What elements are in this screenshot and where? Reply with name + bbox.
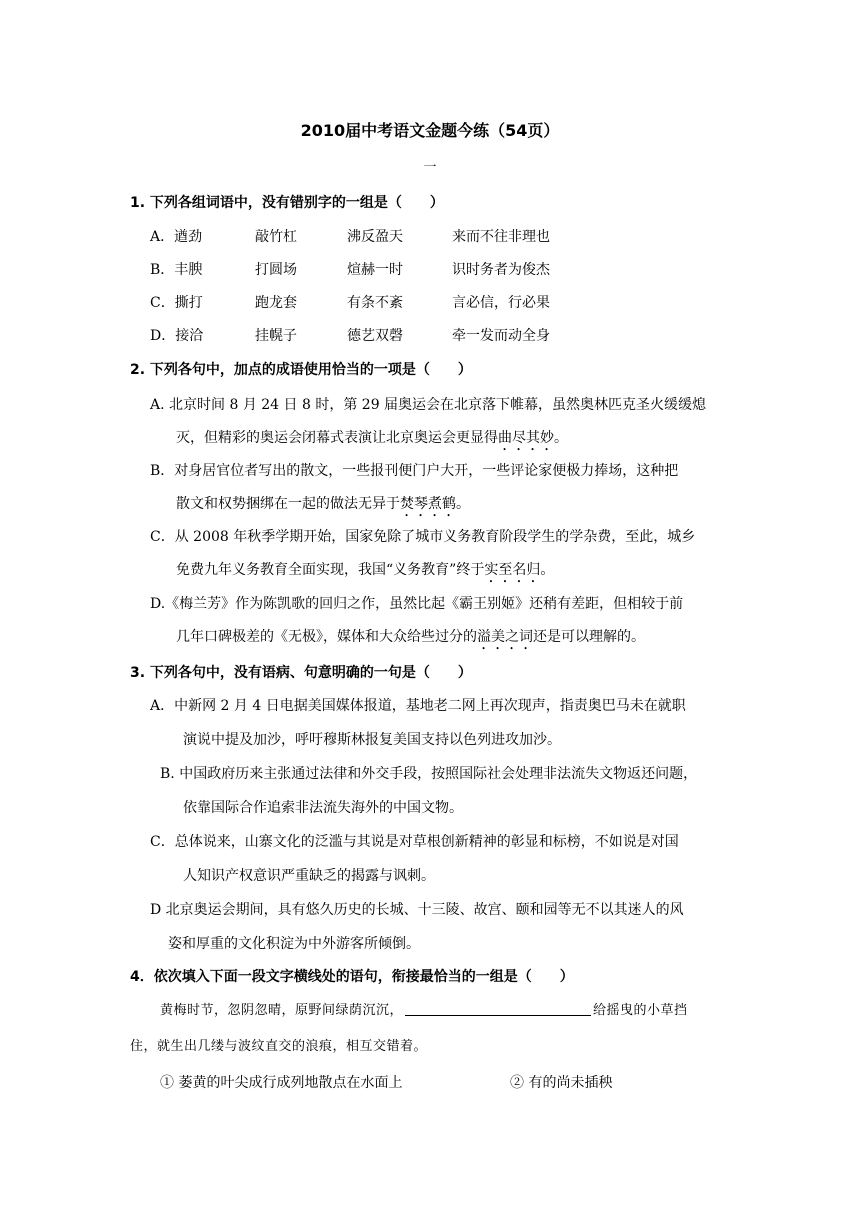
option-word: 敲竹杠 <box>255 229 297 245</box>
fill-in-blank <box>405 1001 591 1016</box>
option-label: D．接洽 <box>150 328 204 344</box>
q4-passage-line2: 住，就生出几缕与波纹直交的浪痕，相互交错着。 <box>130 1039 428 1054</box>
section-number: 一 <box>423 160 437 175</box>
document-title: 2010届中考语文金题今练（54页） <box>300 121 560 140</box>
q3-option-c-line1: C．总体说来，山寨文化的泛滥与其说是对草根创新精神的彰显和标榜，不如说是对国 <box>150 834 679 850</box>
dotted-idiom: 溢美之词 <box>477 629 533 645</box>
q4-choice-1: ① 萎黄的叶尖成行成列地散点在水面上 <box>160 1075 403 1091</box>
option-label: B．丰腴 <box>150 262 203 278</box>
option-word: 煊赫一时 <box>347 262 403 278</box>
question-2-stem: 2. 下列各句中，加点的成语使用恰当的一项是（ ） <box>130 362 472 378</box>
q3-option-a-line1: A．中新网 2 月 4 日电据美国媒体报道，基地老二网上再次现声，指责奥巴马未在就职 <box>150 698 686 714</box>
q2-option-a-line1: A. 北京时间 8 月 24 日 8 时，第 29 届奥运会在北京落下帷幕，虽然奥林匹克圣火缓缓熄 <box>150 397 707 413</box>
option-word: 沸反盈天 <box>347 229 403 245</box>
option-label: A．遒劲 <box>150 229 203 245</box>
q3-option-d-line2: 姿和厚重的文化积淀为中外游客所倾倒。 <box>168 936 420 952</box>
q2-option-d-line1: D.《梅兰芳》作为陈凯歌的回归之作，虽然比起《霸王别姬》还稍有差距，但相较于前 <box>150 596 684 612</box>
question-1-stem: 1. 下列各组词语中，没有错别字的一组是（ ） <box>130 195 444 211</box>
option-word: 挂幌子 <box>255 328 297 344</box>
q2-option-c-line1: C．从 2008 年秋季学期开始，国家免除了城市义务教育阶段学生的学杂费，至此，城乡 <box>150 529 696 545</box>
q4-passage-line1: 黄梅时节，忽阴忽晴，原野间绿荫沉沉， 给摇曳的小草挡 <box>160 1003 688 1018</box>
q2-option-d-line2: 几年口碑极差的《无极》，媒体和大众给些过分的溢美之词还是可以理解的。 <box>176 629 645 645</box>
option-label: C．撕打 <box>150 295 203 311</box>
q2-option-b-line2: 散文和权势捆绑在一起的做法无异于焚琴煮鹤。 <box>176 496 470 512</box>
q3-option-d-line1: D 北京奥运会期间，具有悠久历史的长城、十三陵、故宫、颐和园等无不以其迷人的风 <box>150 902 684 918</box>
option-word: 跑龙套 <box>255 295 297 311</box>
option-word: 德艺双磬 <box>347 328 403 344</box>
question-3-stem: 3. 下列各句中，没有语病、句意明确的一句是（ ） <box>130 665 472 681</box>
dotted-idiom: 实至名归 <box>484 562 541 578</box>
option-word: 有条不紊 <box>347 295 403 311</box>
q4-choice-2: ② 有的尚未插秧 <box>510 1075 613 1091</box>
question-4-stem: 4．依次填入下面一段文字横线处的语句，衔接最恰当的一组是（ ） <box>130 969 574 985</box>
option-word: 牵一发而动全身 <box>452 328 550 344</box>
q2-option-a-line2: 灭，但精彩的奥运会闭幕式表演让北京奥运会更显得曲尽其妙。 <box>176 430 568 446</box>
option-word: 来而不往非理也 <box>452 229 550 245</box>
dotted-idiom: 焚琴煮鹤 <box>400 496 456 512</box>
q2-option-b-line1: B．对身居官位者写出的散文，一些报刊便门户大开，一些评论家便极力捧场，这种把 <box>150 463 679 479</box>
option-word: 言必信，行必果 <box>452 295 550 311</box>
option-word: 打圆场 <box>255 262 297 278</box>
q3-option-b-line2: 依靠国际合作追索非法流失海外的中国文物。 <box>183 800 463 816</box>
q2-option-c-line2: 免费九年义务教育全面实现，我国“义务教育”终于实至名归。 <box>176 562 555 578</box>
dotted-idiom: 曲尽其妙 <box>498 430 554 446</box>
option-word: 识时务者为俊杰 <box>452 262 550 278</box>
q3-option-a-line2: 演说中提及加沙，呼吁穆斯林报复美国支持以色列进攻加沙。 <box>183 732 561 748</box>
q3-option-b-line1: B. 中国政府历来主张通过法律和外交手段，按照国际社会处理非法流失文物返还问题， <box>160 766 698 782</box>
q3-option-c-line2: 人知识产权意识严重缺乏的揭露与讽刺。 <box>183 868 435 884</box>
